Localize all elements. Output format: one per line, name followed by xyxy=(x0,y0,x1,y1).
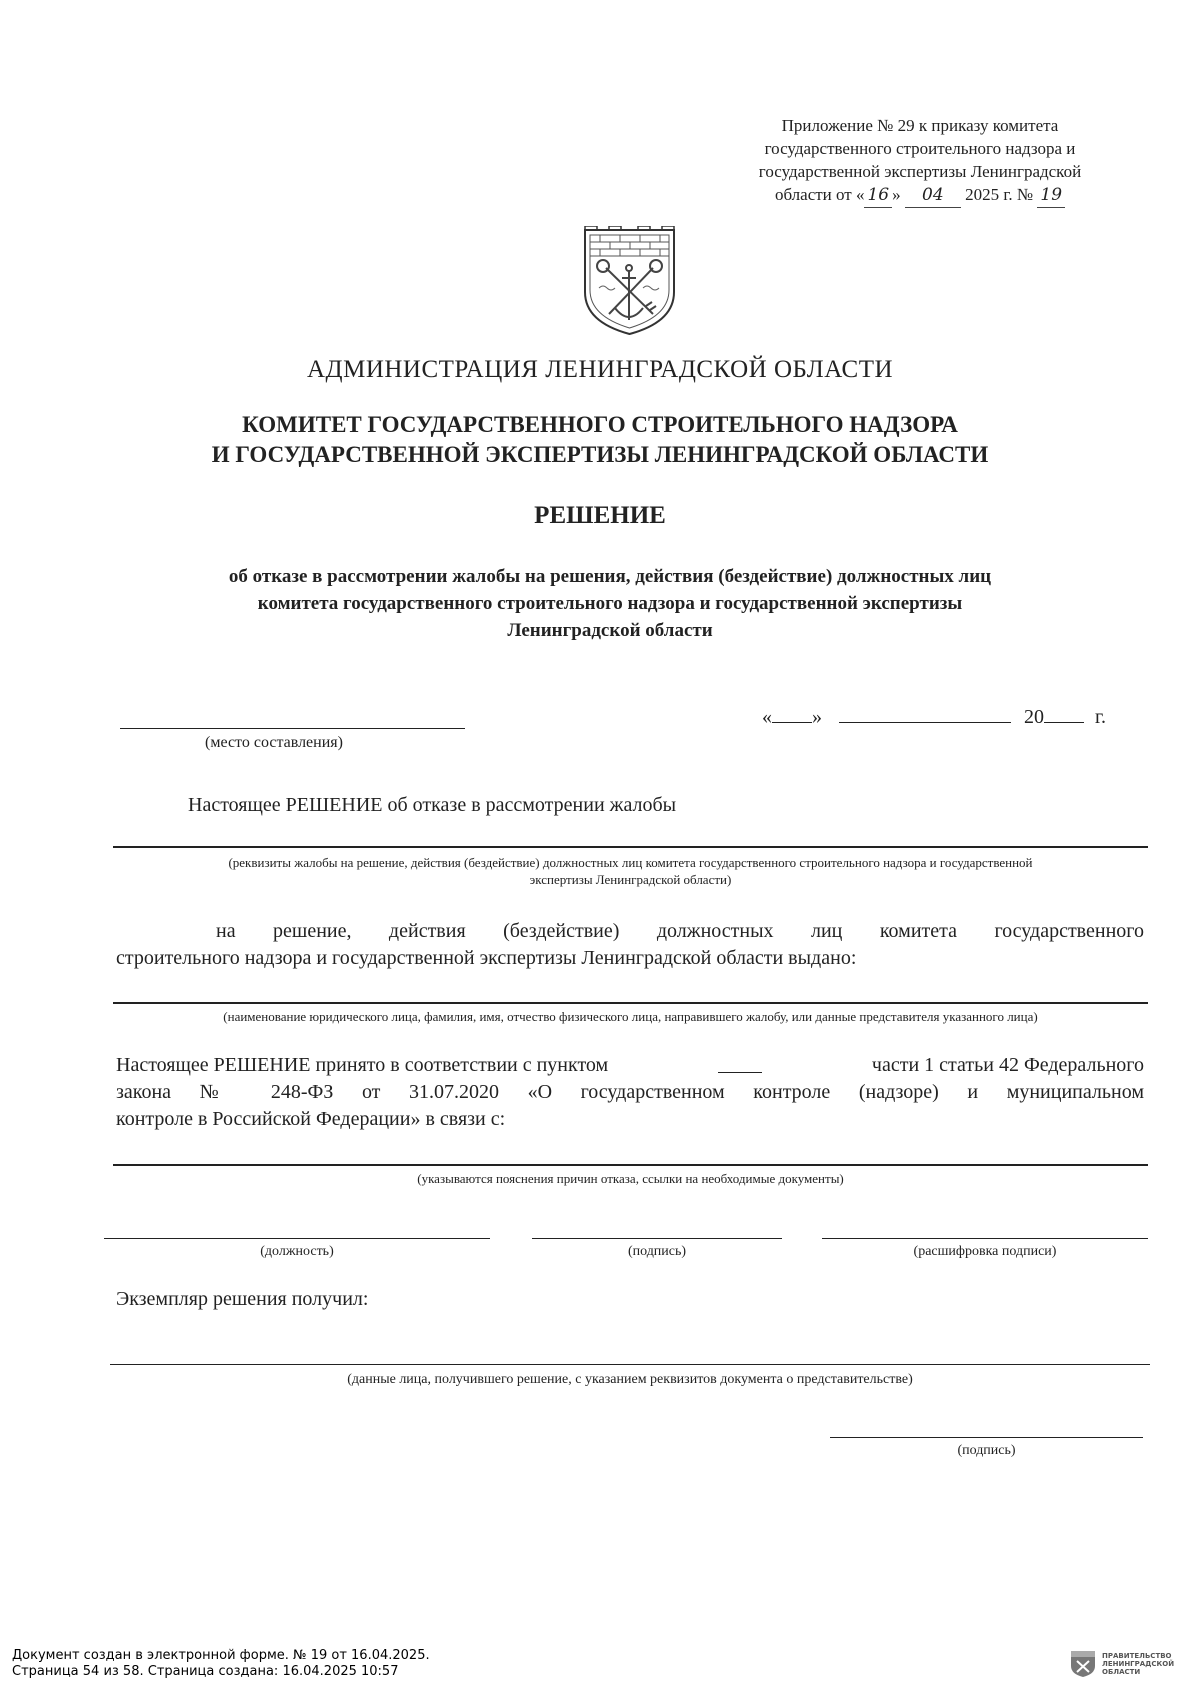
paragraph-basis-line-3: контроле в Российской Федерации» в связи с: xyxy=(116,1108,506,1130)
decision-subtitle xyxy=(110,563,1110,644)
annex-day: 16 xyxy=(864,184,892,208)
annex-date-mid: » xyxy=(892,185,901,204)
place-field-line xyxy=(120,728,465,729)
date-open-quote: « xyxy=(762,706,772,728)
annex-month: 04 xyxy=(905,184,961,208)
decoding-line xyxy=(822,1238,1148,1239)
paragraph-issued-line-2: строительного надзора и государственной экспертизы Ленинградской области выдано: xyxy=(116,947,857,969)
government-logo-text-line-2: ЛЕНИНГРАДСКОЙ xyxy=(1102,1660,1175,1668)
annex-year: 2025 г. № xyxy=(965,185,1034,204)
footer-line-2: Страница 54 из 58. Страница создана: 16.04.2025 10:57 xyxy=(12,1664,399,1679)
coat-of-arms-emblem xyxy=(581,226,678,338)
annex-line-2: государственного строительного надзора и xyxy=(764,139,1076,158)
committee-title xyxy=(0,410,1200,470)
committee-title-line-2: И ГОСУДАРСТВЕННОЙ ЭКСПЕРТИЗЫ ЛЕНИНГРАДСКОЙ ОБЛАСТИ xyxy=(211,442,989,467)
date-month-blank xyxy=(839,722,1011,723)
position-caption: (должность) xyxy=(260,1244,334,1259)
recipient-caption: (данные лица, получившего решение, с указанием реквизитов документа о представительстве) xyxy=(347,1372,913,1387)
decision-subtitle-line-1: об отказе в рассмотрении жалобы на решения, действия (бездействие) должностных лиц xyxy=(228,566,992,587)
date-field xyxy=(762,706,1106,729)
complaint-details-caption-line-1: (реквизиты жалобы на решение, действия (бездействие) должностных лиц комитета государственного строительного надзора и государственной xyxy=(228,855,1033,870)
recipient-line xyxy=(110,1364,1150,1365)
date-year-suffix: г. xyxy=(1095,706,1106,728)
decision-title: РЕШЕНИЕ xyxy=(534,502,666,529)
committee-title-line-1: КОМИТЕТ ГОСУДАРСТВЕННОГО СТРОИТЕЛЬНОГО НАДЗОРА xyxy=(242,412,958,437)
government-logo-icon xyxy=(1070,1650,1096,1678)
administration-title: АДМИНИСТРАЦИЯ ЛЕНИНГРАДСКОЙ ОБЛАСТИ xyxy=(306,356,894,383)
paragraph-basis-line-1 xyxy=(116,1052,1144,1079)
annex-block xyxy=(700,114,1140,208)
decision-subtitle-line-3: Ленинградской области xyxy=(507,620,713,641)
applicant-line xyxy=(113,1002,1148,1004)
place-caption: (место составления) xyxy=(205,734,343,751)
decision-subtitle-line-2: комитета государственного строительного надзора и государственной экспертизы xyxy=(257,593,963,614)
paragraph-basis-line-2: закона № 248-ФЗ от 31.07.2020 «О государственном контроле (надзоре) и муниципальном xyxy=(116,1081,1144,1103)
decoding-caption: (расшифровка подписи) xyxy=(913,1244,1057,1259)
annex-number: 19 xyxy=(1037,184,1065,208)
government-logo xyxy=(1070,1648,1190,1682)
paragraph-issued xyxy=(116,918,1144,972)
reasons-caption: (указываются пояснения причин отказа, ссылки на необходимые документы) xyxy=(417,1171,844,1186)
footer-info xyxy=(12,1648,430,1680)
applicant-caption: (наименование юридического лица, фамилия, имя, отчество физического лица, направившего жалобу, или данные представителя указанного лица) xyxy=(223,1009,1038,1024)
complaint-details-caption xyxy=(113,854,1148,888)
footer-line-1: Документ создан в электронной форме. № 19 от 16.04.2025. xyxy=(12,1648,430,1663)
complaint-details-line xyxy=(113,846,1148,848)
position-line xyxy=(104,1238,490,1239)
annex-line-3: государственной экспертизы Ленинградской xyxy=(758,162,1082,181)
date-year-blank xyxy=(1044,722,1084,723)
signature-line xyxy=(532,1238,782,1239)
date-close-quote: » xyxy=(812,706,822,728)
reasons-line xyxy=(113,1164,1148,1166)
paragraph-issued-line-1: на решение, действия (бездействие) должностных лиц комитета государственного xyxy=(216,920,1144,942)
intro-text: Настоящее РЕШЕНИЕ об отказе в рассмотрении жалобы xyxy=(188,794,677,816)
recipient-signature-line xyxy=(830,1437,1143,1438)
paragraph-basis xyxy=(116,1052,1144,1133)
annex-date-prefix: области от « xyxy=(774,185,865,204)
clause-number-blank xyxy=(718,1052,762,1073)
annex-line-1: Приложение № 29 к приказу комитета xyxy=(781,116,1059,135)
signature-caption: (подпись) xyxy=(627,1244,687,1259)
annex-line-4 xyxy=(700,183,1140,208)
government-logo-text-line-1: ПРАВИТЕЛЬСТВО xyxy=(1102,1652,1172,1660)
complaint-details-caption-line-2: экспертизы Ленинградской области) xyxy=(529,872,732,887)
receipt-title: Экземпляр решения получил: xyxy=(116,1288,369,1310)
date-year-prefix: 20 xyxy=(1024,706,1044,728)
recipient-signature-caption: (подпись) xyxy=(957,1443,1016,1458)
date-day-blank xyxy=(772,722,812,723)
paragraph-basis-line-1a: Настоящее РЕШЕНИЕ принято в соответствии с пунктом xyxy=(116,1054,609,1076)
government-logo-text xyxy=(1102,1652,1174,1676)
government-logo-text-line-3: ОБЛАСТИ xyxy=(1102,1668,1141,1676)
paragraph-basis-line-1b: части 1 статьи 42 Федерального xyxy=(871,1054,1144,1076)
